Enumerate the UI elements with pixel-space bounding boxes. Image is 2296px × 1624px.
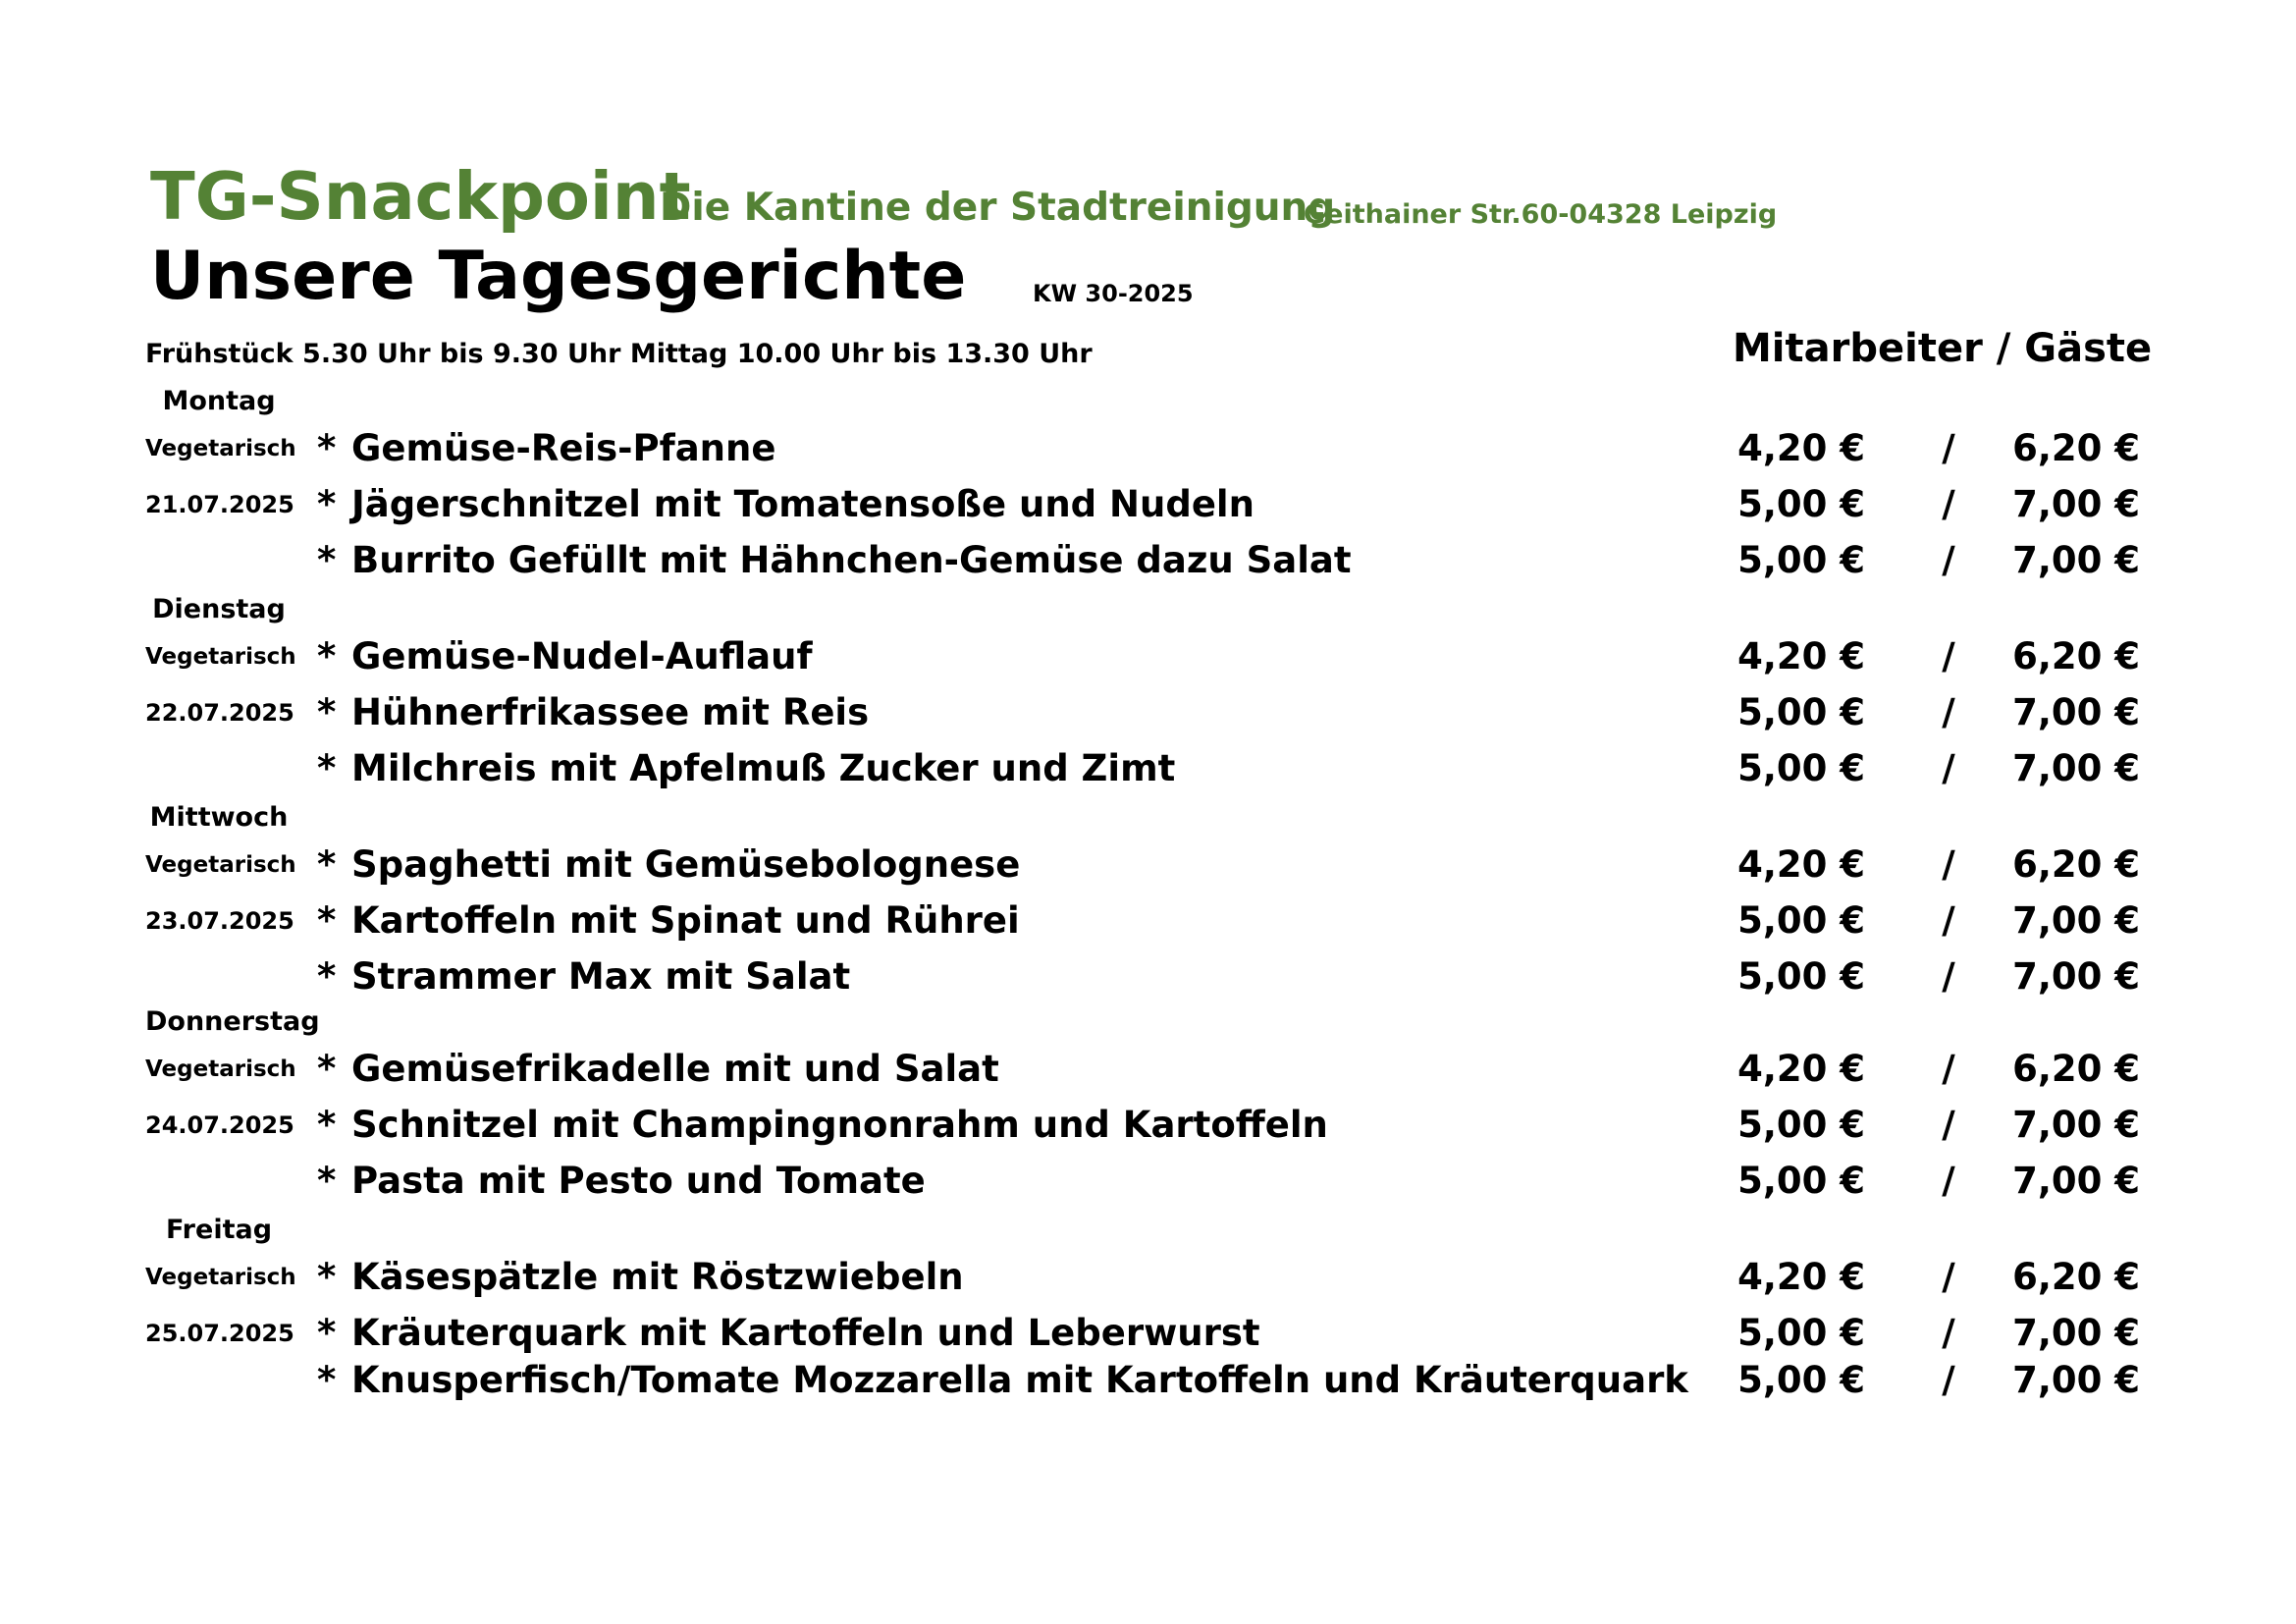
price-guest: 7,00 €	[2012, 1104, 2140, 1146]
dish-row	[0, 480, 2296, 529]
bullet-star: *	[317, 843, 337, 886]
address: Geithainer Str.60-04328 Leipzig	[1304, 199, 1778, 230]
price-separator: /	[1942, 1104, 1955, 1146]
price-guest: 7,00 €	[2012, 483, 2140, 525]
bullet-star: *	[317, 899, 337, 942]
bullet-star: *	[317, 955, 337, 998]
day-name: Dienstag	[152, 594, 286, 624]
opening-hours: Frühstück 5.30 Uhr bis 9.30 Uhr Mittag 10.00 Uhr bis 13.30 Uhr	[145, 339, 1093, 369]
price-separator: /	[1942, 1048, 1955, 1090]
price-guest: 6,20 €	[2012, 843, 2140, 886]
dish-row	[0, 1157, 2296, 1206]
price-separator: /	[1942, 539, 1955, 581]
price-separator: /	[1942, 1359, 1955, 1401]
dish-row	[0, 952, 2296, 1001]
dish-name: Burrito Gefüllt mit Hähnchen-Gemüse dazu Salat	[351, 539, 1352, 581]
dish-name: Gemüse-Nudel-Auflauf	[351, 635, 813, 677]
dish-row	[0, 1309, 2296, 1358]
price-separator: /	[1942, 635, 1955, 677]
price-guest: 7,00 €	[2012, 1359, 2140, 1401]
vegetarian-label: Vegetarisch	[145, 852, 296, 878]
price-employee: 5,00 €	[1737, 1160, 1865, 1202]
week-label: KW 30-2025	[1033, 280, 1194, 307]
price-employee: 4,20 €	[1737, 635, 1865, 677]
bullet-star: *	[317, 635, 337, 677]
price-guest: 6,20 €	[2012, 427, 2140, 469]
bullet-star: *	[317, 1256, 337, 1298]
bullet-star: *	[317, 427, 337, 469]
menu-title: Unsere Tagesgerichte	[150, 238, 967, 315]
price-separator: /	[1942, 1160, 1955, 1202]
bullet-star: *	[317, 1160, 337, 1202]
price-employee: 5,00 €	[1737, 483, 1865, 525]
price-guest: 7,00 €	[2012, 539, 2140, 581]
price-guest: 7,00 €	[2012, 747, 2140, 789]
dish-name: Käsespätzle mit Röstzwiebeln	[351, 1256, 964, 1298]
price-guest: 7,00 €	[2012, 1312, 2140, 1354]
bullet-star: *	[317, 483, 337, 525]
dish-name: Schnitzel mit Champingnonrahm und Kartoffeln	[351, 1104, 1328, 1146]
dish-name: Kartoffeln mit Spinat und Rührei	[351, 899, 1020, 942]
price-employee: 5,00 €	[1737, 1104, 1865, 1146]
day-date: 24.07.2025	[145, 1111, 294, 1139]
brand-subtitle: Die Kantine der Stadtreinigung	[660, 186, 1336, 230]
price-employee: 5,00 €	[1737, 1312, 1865, 1354]
dish-row	[0, 632, 2296, 681]
dish-name: Milchreis mit Apfelmuß Zucker und Zimt	[351, 747, 1176, 789]
price-separator: /	[1942, 1256, 1955, 1298]
dish-row	[0, 424, 2296, 473]
dish-name: Gemüse-Reis-Pfanne	[351, 427, 776, 469]
dish-row	[0, 1253, 2296, 1302]
dish-name: Knusperfisch/Tomate Mozzarella mit Kartoffeln und Kräuterquark	[351, 1359, 1688, 1401]
dish-row	[0, 840, 2296, 890]
day-date: 25.07.2025	[145, 1320, 294, 1347]
price-guest: 7,00 €	[2012, 1160, 2140, 1202]
price-separator: /	[1942, 899, 1955, 942]
price-guest: 7,00 €	[2012, 691, 2140, 733]
dish-row	[0, 896, 2296, 946]
dish-row	[0, 1045, 2296, 1094]
dish-row	[0, 536, 2296, 585]
dish-row	[0, 688, 2296, 737]
price-employee: 4,20 €	[1737, 1256, 1865, 1298]
day-date: 23.07.2025	[145, 907, 294, 935]
price-guest: 6,20 €	[2012, 635, 2140, 677]
price-column-header: Mitarbeiter / Gäste	[1733, 326, 2153, 371]
price-separator: /	[1942, 691, 1955, 733]
bullet-star: *	[317, 1312, 337, 1354]
dish-name: Strammer Max mit Salat	[351, 955, 851, 998]
day-name: Donnerstag	[145, 1006, 320, 1037]
day-name: Montag	[162, 386, 276, 416]
price-guest: 7,00 €	[2012, 955, 2140, 998]
price-separator: /	[1942, 1312, 1955, 1354]
bullet-star: *	[317, 539, 337, 581]
price-employee: 5,00 €	[1737, 539, 1865, 581]
price-guest: 6,20 €	[2012, 1256, 2140, 1298]
brand-title: TG-Snackpoint	[150, 158, 691, 235]
price-employee: 5,00 €	[1737, 1359, 1865, 1401]
day-name: Freitag	[165, 1215, 273, 1245]
day-name: Mittwoch	[149, 802, 289, 833]
price-separator: /	[1942, 427, 1955, 469]
bullet-star: *	[317, 747, 337, 789]
price-employee: 4,20 €	[1737, 1048, 1865, 1090]
vegetarian-label: Vegetarisch	[145, 1056, 296, 1082]
price-employee: 5,00 €	[1737, 691, 1865, 733]
price-separator: /	[1942, 955, 1955, 998]
price-separator: /	[1942, 483, 1955, 525]
price-employee: 5,00 €	[1737, 899, 1865, 942]
vegetarian-label: Vegetarisch	[145, 436, 296, 461]
dish-name: Gemüsefrikadelle mit und Salat	[351, 1048, 999, 1090]
day-date: 22.07.2025	[145, 699, 294, 727]
dish-name: Hühnerfrikassee mit Reis	[351, 691, 870, 733]
bullet-star: *	[317, 1359, 337, 1401]
dish-name: Kräuterquark mit Kartoffeln und Leberwurst	[351, 1312, 1260, 1354]
vegetarian-label: Vegetarisch	[145, 1265, 296, 1290]
bullet-star: *	[317, 1104, 337, 1146]
dish-name: Spaghetti mit Gemüsebolognese	[351, 843, 1021, 886]
price-guest: 6,20 €	[2012, 1048, 2140, 1090]
dish-row	[0, 744, 2296, 793]
price-separator: /	[1942, 843, 1955, 886]
price-separator: /	[1942, 747, 1955, 789]
dish-name: Jägerschnitzel mit Tomatensoße und Nudeln	[351, 483, 1255, 525]
price-employee: 5,00 €	[1737, 955, 1865, 998]
day-date: 21.07.2025	[145, 491, 294, 518]
price-guest: 7,00 €	[2012, 899, 2140, 942]
price-employee: 4,20 €	[1737, 427, 1865, 469]
bullet-star: *	[317, 1048, 337, 1090]
dish-row	[0, 1101, 2296, 1150]
vegetarian-label: Vegetarisch	[145, 644, 296, 670]
dish-name: Pasta mit Pesto und Tomate	[351, 1160, 926, 1202]
dish-row	[0, 1356, 2296, 1405]
price-employee: 4,20 €	[1737, 843, 1865, 886]
bullet-star: *	[317, 691, 337, 733]
price-employee: 5,00 €	[1737, 747, 1865, 789]
